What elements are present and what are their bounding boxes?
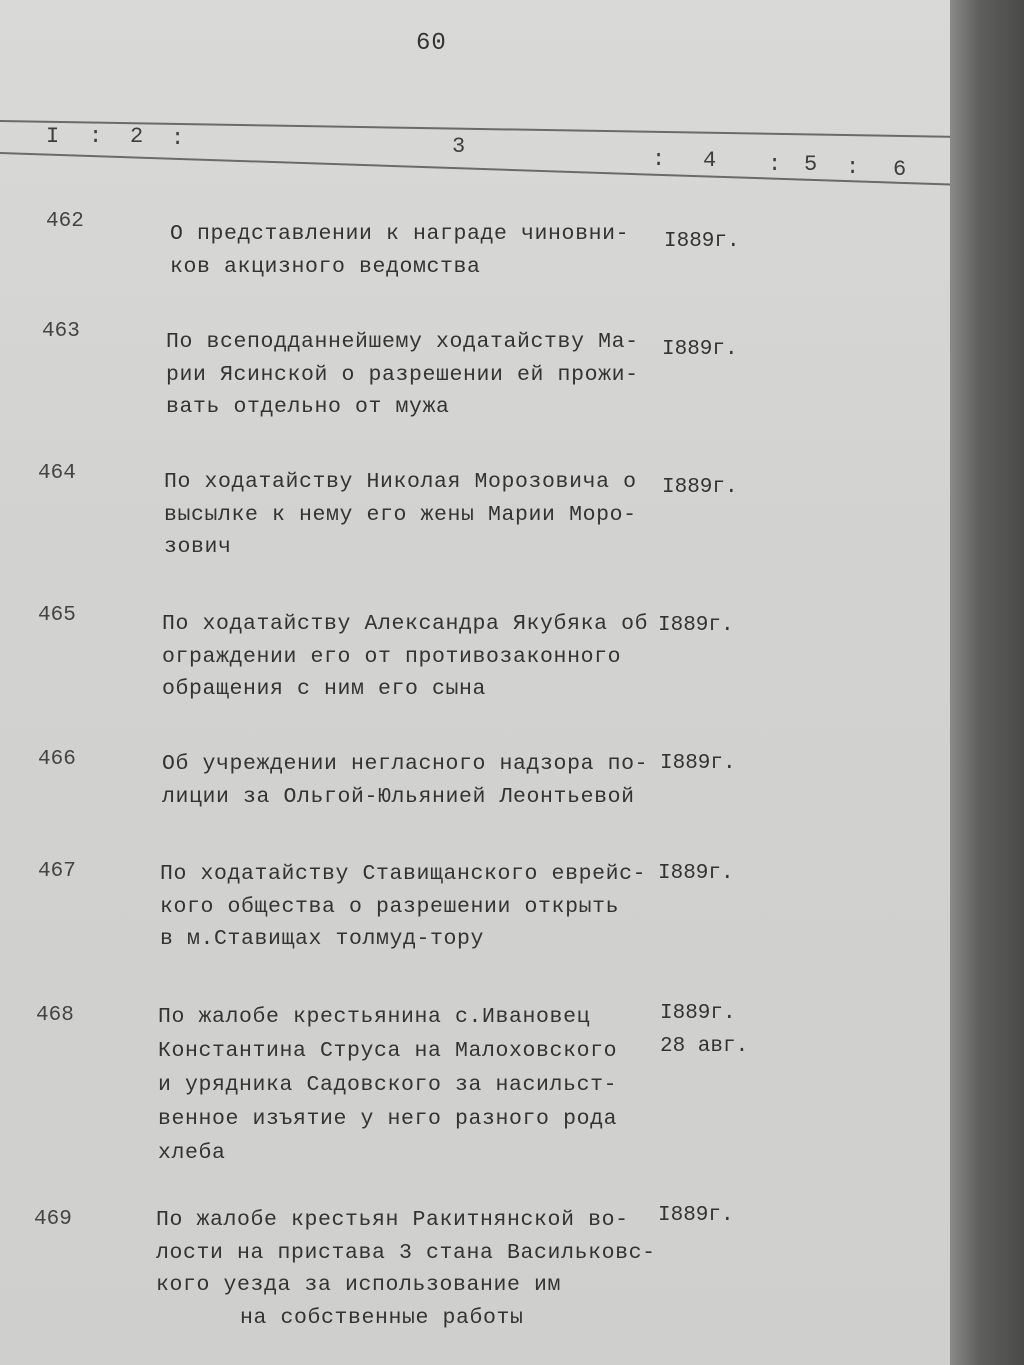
- case-title: Об учреждении негласного надзора по- лиции за Ольгой-Юльянией Леонтьевой: [162, 752, 649, 809]
- case-number: 462: [46, 210, 84, 233]
- column-separator: :: [768, 152, 782, 177]
- column-header-5: 5: [804, 152, 818, 177]
- page-number: 60: [416, 30, 447, 57]
- case-number: 466: [38, 748, 76, 771]
- case-date: I889г.: [664, 230, 740, 253]
- case-date: I889г.: [662, 338, 738, 361]
- case-number: 467: [38, 860, 76, 883]
- table-header-top-rule: [0, 120, 955, 138]
- case-title: По ходатайству Александра Якубяка об ограждении его от противозаконного обращения с ним его сына: [162, 612, 649, 701]
- case-title: По жалобе крестьян Ракитнянской во- лости на пристава 3 стана Васильковс- кого уезда за использование им на собственные работы: [156, 1208, 656, 1330]
- case-title: По ходатайству Ставищанского еврейс- кого общества о разрешении открыть в м.Ставищах толмуд-тору: [160, 862, 647, 951]
- column-header-2: 2: [130, 124, 144, 149]
- case-number: 465: [38, 604, 76, 627]
- case-date: I889г.: [658, 1204, 734, 1227]
- column-separator: :: [171, 126, 185, 151]
- case-title: По ходатайству Николая Морозовича о высылке к нему его жены Марии Моро- зович: [164, 470, 637, 559]
- binding-edge: [950, 0, 1024, 1365]
- column-separator: :: [652, 147, 666, 172]
- column-header-1: I: [46, 124, 60, 149]
- case-date: I889г.: [658, 862, 734, 885]
- column-separator: :: [89, 124, 103, 149]
- case-date: I889г. 28 авг.: [660, 1002, 749, 1058]
- case-date: I889г.: [658, 614, 734, 637]
- case-number: 468: [36, 1004, 74, 1027]
- case-title: По всеподданнейшему ходатайству Ма- рии Ясинской о разрешении ей прожи- вать отдельно от мужа: [166, 330, 639, 419]
- case-number: 463: [42, 320, 80, 343]
- case-title: О представлении к награде чиновни- ков акцизного ведомства: [170, 222, 630, 279]
- case-title: По жалобе крестьянина с.Ивановец Константина Струса на Малоховского и урядника Садовского за насильст- венное изъятие у него разного рода хлеба: [158, 1005, 618, 1165]
- column-separator: :: [846, 155, 860, 180]
- case-number: 464: [38, 462, 76, 485]
- case-date: I889г.: [660, 752, 736, 775]
- case-date: I889г.: [662, 476, 738, 499]
- column-header-4: 4: [703, 148, 717, 173]
- column-header-6: 6: [893, 157, 907, 182]
- case-number: 469: [34, 1208, 72, 1231]
- column-header-3: 3: [452, 134, 466, 159]
